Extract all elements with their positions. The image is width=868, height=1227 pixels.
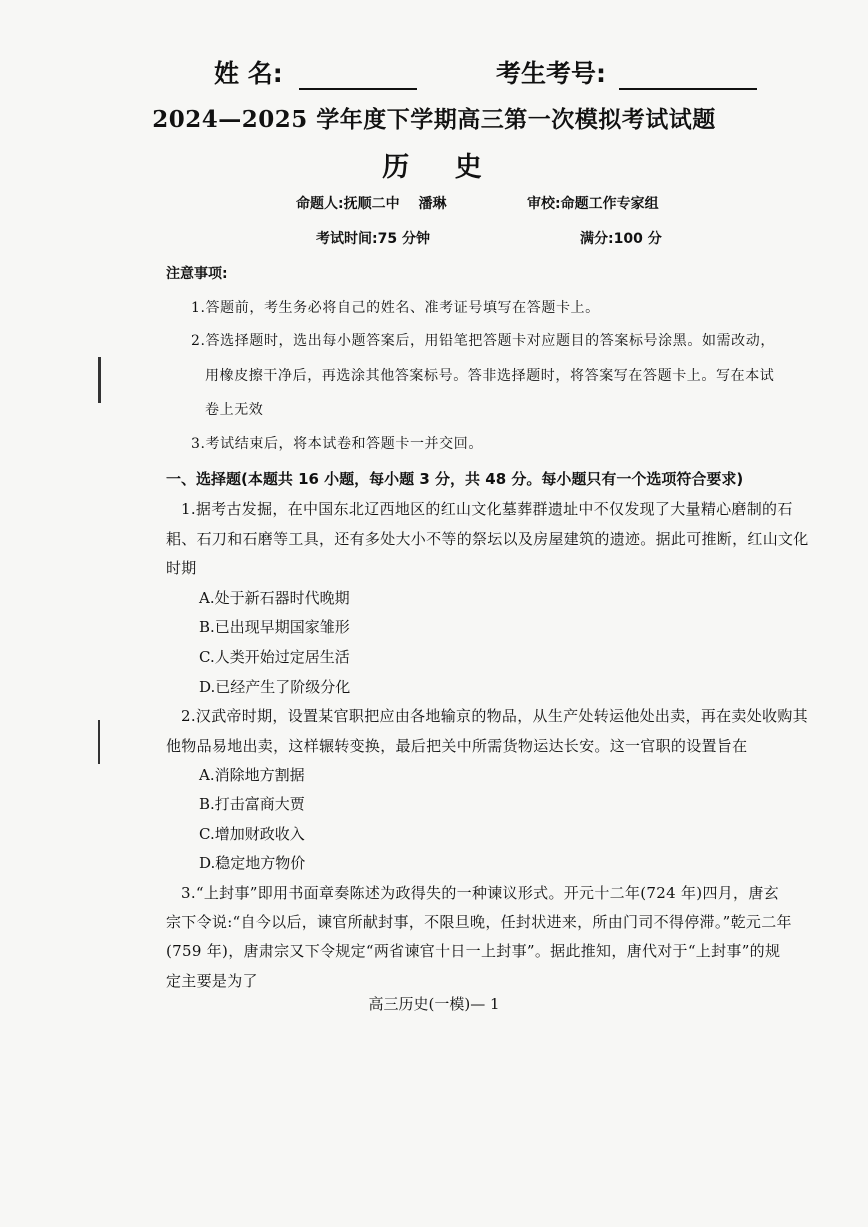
notice-item-continued: 用橡皮擦干净后，再选涂其他答案标号。答非选择题时，将答案写在答题卡上。写在本试 xyxy=(205,368,775,384)
name-field xyxy=(214,54,417,90)
question-3-line: 定主要是为了 xyxy=(166,972,258,990)
section-heading: 一、选择题(本题共 16 小题，每小题 3 分，共 48 分。每小题只有一个选项符合要求) xyxy=(166,470,744,488)
exam-title: 2024—2025 学年度下学期高三第一次模拟考试试题 xyxy=(152,106,716,133)
question-1-line: 1.据考古发掘，在中国东北辽西地区的红山文化墓葬群遗址中不仅发现了大量精心磨制的石 xyxy=(181,500,793,518)
scan-mark xyxy=(98,720,100,764)
notice-item: 3.考试结束后，将本试卷和答题卡一并交回。 xyxy=(191,436,483,452)
exam-number-field xyxy=(496,54,757,90)
notice-item-continued: 卷上无效 xyxy=(205,402,264,418)
notice-heading: 注意事项: xyxy=(166,266,228,282)
question-2-option-c[interactable]: C.增加财政收入 xyxy=(199,825,305,843)
subject-title: 历 史 xyxy=(382,152,500,183)
reviewer-line: 审校:命题工作专家组 xyxy=(527,196,659,212)
question-2-option-a[interactable]: A.消除地方割据 xyxy=(199,766,305,784)
question-2-option-d[interactable]: D.稳定地方物价 xyxy=(199,854,306,872)
question-3-line: (759 年)，唐肃宗又下令规定“两省谏官十日一上封事”。据此推知，唐代对于“上封事”的规 xyxy=(166,942,781,960)
question-1-option-a[interactable]: A.处于新石器时代晚期 xyxy=(199,589,350,607)
question-1-option-b[interactable]: B.已出现早期国家雏形 xyxy=(199,618,350,636)
question-2-option-b[interactable]: B.打击富商大贾 xyxy=(199,795,305,813)
page-footer: 高三历史(一模)— 1 xyxy=(368,995,500,1013)
name-blank[interactable] xyxy=(299,64,417,90)
exam-time: 考试时间:75 分钟 xyxy=(316,231,430,247)
full-score: 满分:100 分 xyxy=(580,231,662,247)
question-1-option-c[interactable]: C.人类开始过定居生活 xyxy=(199,648,350,666)
notice-item: 1.答题前，考生务必将自己的姓名、准考证号填写在答题卡上。 xyxy=(191,300,600,316)
question-2-line: 2.汉武帝时期，设置某官职把应由各地输京的物品，从生产处转运他处出卖，再在卖处收购其 xyxy=(181,707,808,725)
question-1-option-d[interactable]: D.已经产生了阶级分化 xyxy=(199,678,351,696)
notice-item: 2.答选择题时，选出每小题答案后，用铅笔把答题卡对应题目的答案标号涂黑。如需改动， xyxy=(191,333,775,349)
name-label: 姓 名: xyxy=(214,59,283,88)
question-3-line: 宗下令说:“自今以后，谏官所献封事，不限旦晚，任封状进来，所由门司不得停滞。”乾元二年 xyxy=(166,913,792,931)
question-3-line: 3.“上封事”即用书面章奏陈述为政得失的一种谏议形式。开元十二年(724 年)四月，唐玄 xyxy=(181,884,779,902)
question-1-line: 耜、石刀和石磨等工具，还有多处大小不等的祭坛以及房屋建筑的遗迹。据此可推断，红山文化 xyxy=(166,530,809,548)
question-2-line: 他物品易地出卖，这样辗转变换，最后把关中所需货物运达长安。这一官职的设置旨在 xyxy=(166,737,748,755)
author-line: 命题人:抚顺二中 潘琳 xyxy=(296,196,447,212)
exam-number-blank[interactable] xyxy=(619,64,757,90)
exam-number-label: 考生考号: xyxy=(496,59,606,88)
question-1-line: 时期 xyxy=(166,559,197,577)
scan-mark xyxy=(98,357,101,403)
